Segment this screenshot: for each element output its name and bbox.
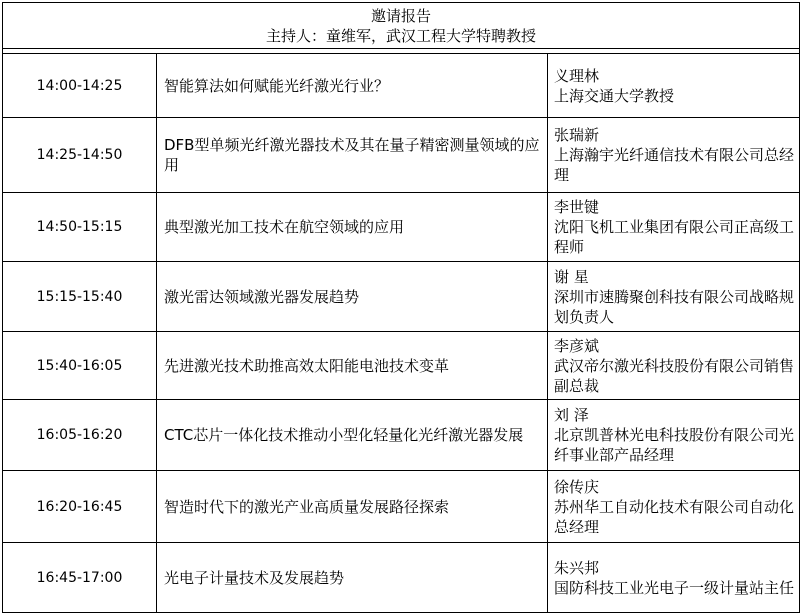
speaker-name: 张瑞新 xyxy=(554,126,600,144)
speaker-affiliation: 北京凯普林光电科技股份有限公司光纤事业部产品经理 xyxy=(554,426,795,464)
table-row xyxy=(3,193,799,262)
speaker-name: 李世键 xyxy=(554,198,600,216)
session-speaker xyxy=(548,54,799,117)
table-row xyxy=(3,332,799,400)
session-topic: 典型激光加工技术在航空领域的应用 xyxy=(157,193,548,261)
speaker-name: 朱兴邦 xyxy=(554,558,600,577)
table-row xyxy=(3,543,799,612)
session-topic: 激光雷达领域激光器发展趋势 xyxy=(157,262,548,331)
schedule-table xyxy=(2,2,800,613)
session-topic: 智造时代下的激光产业高质量发展路径探索 xyxy=(157,471,548,542)
speaker-name: 李彦斌 xyxy=(554,336,600,355)
session-topic: 光电子计量技术及发展趋势 xyxy=(157,543,548,612)
table-row xyxy=(3,54,799,118)
speaker-affiliation: 深圳市速腾聚创科技有限公司战略规划负责人 xyxy=(554,287,795,326)
session-speaker xyxy=(548,193,799,261)
session-topic: 先进激光技术助推高效太阳能电池技术变革 xyxy=(157,332,548,399)
host-line: 主持人：童维军，武汉工程大学特聘教授 xyxy=(265,26,536,45)
session-time: 15:15-15:40 xyxy=(3,262,157,331)
table-header xyxy=(3,3,799,49)
session-time: 15:40-16:05 xyxy=(3,332,157,399)
session-speaker xyxy=(548,543,799,612)
session-time: 16:05-16:20 xyxy=(3,400,157,470)
session-speaker xyxy=(548,118,799,192)
speaker-name: 谢 星 xyxy=(554,267,589,286)
session-time: 14:25-14:50 xyxy=(3,118,157,192)
session-speaker xyxy=(548,262,799,331)
session-time: 16:20-16:45 xyxy=(3,471,157,542)
session-topic: CTC芯片一体化技术推动小型化轻量化光纤激光器发展 xyxy=(157,400,548,470)
session-speaker xyxy=(548,400,799,470)
speaker-affiliation: 武汉帝尔激光科技股份有限公司销售副总裁 xyxy=(554,356,795,395)
table-row xyxy=(3,118,799,193)
speaker-affiliation: 国防科技工业光电子一级计量站主任 xyxy=(554,578,795,597)
table-row xyxy=(3,400,799,471)
speaker-affiliation: 苏州华工自动化技术有限公司自动化总经理 xyxy=(554,497,795,536)
report-title: 邀请报告 xyxy=(370,6,431,25)
session-topic: 智能算法如何赋能光纤激光行业？ xyxy=(157,54,548,117)
speaker-name: 徐传庆 xyxy=(554,477,600,496)
table-row xyxy=(3,262,799,332)
session-speaker xyxy=(548,471,799,542)
session-speaker xyxy=(548,332,799,399)
speaker-affiliation: 上海交通大学教授 xyxy=(554,86,675,105)
speaker-affiliation: 沈阳飞机工业集团有限公司正高级工程师 xyxy=(554,218,795,256)
speaker-name: 义理林 xyxy=(554,66,600,85)
session-time: 16:45-17:00 xyxy=(3,543,157,612)
session-time: 14:50-15:15 xyxy=(3,193,157,261)
table-row xyxy=(3,471,799,543)
session-topic: DFB型单频光纤激光器技术及其在量子精密测量领域的应用 xyxy=(157,118,548,192)
speaker-name: 刘 泽 xyxy=(554,406,589,424)
session-time: 14:00-14:25 xyxy=(3,54,157,117)
speaker-affiliation: 上海瀚宇光纤通信技术有限公司总经理 xyxy=(554,146,795,184)
